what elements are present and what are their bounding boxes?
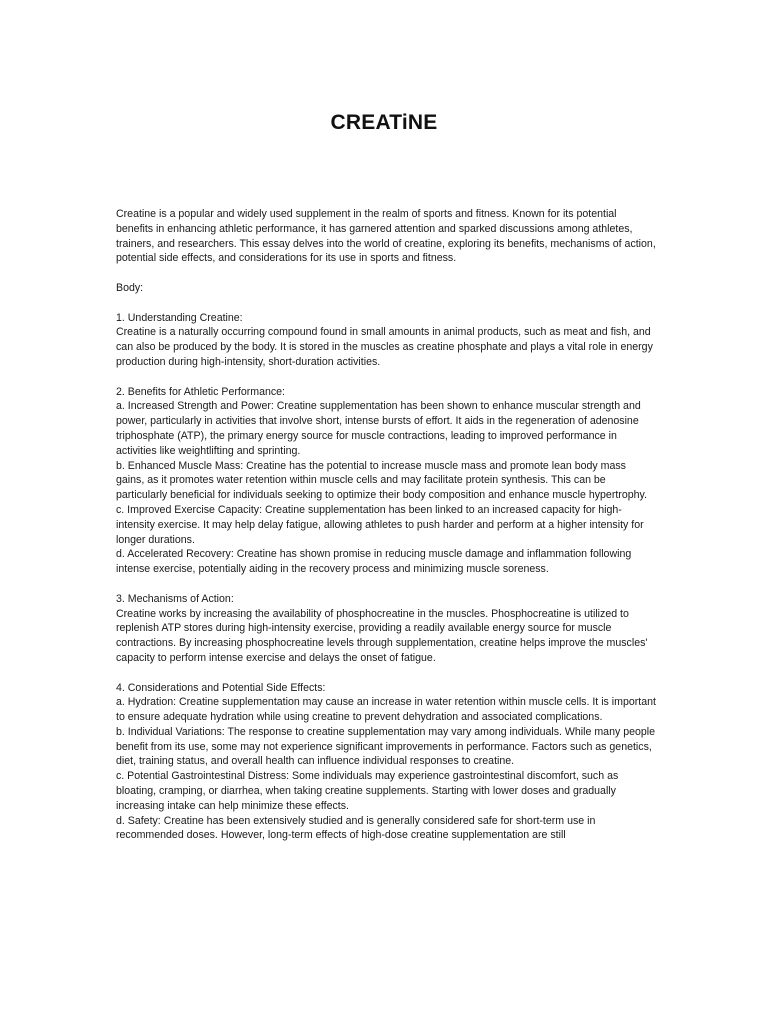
benefit-item-exercise-capacity: c. Improved Exercise Capacity: Creatine supplementation has been linked to an increased capacity for high-intensity exercise. It may help delay fatigue, allowing athletes to push harder and perform at a higher intensity for longer durations. (116, 503, 644, 546)
body-label: Body: (116, 281, 144, 294)
section-heading: 4. Considerations and Potential Side Effects: (116, 681, 326, 694)
document-title: CREATiNE (330, 111, 438, 134)
section-understanding (116, 311, 656, 370)
intro-paragraph: Creatine is a popular and widely used supplement in the realm of sports and fitness. Known for its potential benefits in enhancing athletic performance, it has garnered attention and sparked discussions among athletes, trainers, and researchers. This essay delves into the world of creatine, exploring its benefits, mechanisms of action, potential side effects, and considerations for its use in sports and fitness. (116, 208, 656, 265)
benefit-item-muscle-mass: b. Enhanced Muscle Mass: Creatine has the potential to increase muscle mass and promote lean body mass gains, as it promotes water retention within muscle cells and may facilitate protein synthesis. This can be particularly beneficial for individuals seeking to optimize their body composition and enhance muscle hypertrophy. (116, 459, 647, 502)
consideration-item-hydration: a. Hydration: Creatine supplementation may cause an increase in water retention within muscle cells. It is important to ensure adequate hydration while using creatine to prevent dehydration and associated complications. (116, 696, 656, 724)
section-heading: 2. Benefits for Athletic Performance: (116, 385, 285, 398)
section-text: Creatine is a naturally occurring compound found in small amounts in animal products, such as meat and fish, and can also be produced by the body. It is stored in the muscles as creatine phosphate and plays a vital role in energy production during high-intensity, short-duration activities. (116, 326, 653, 368)
section-considerations (116, 681, 656, 844)
consideration-item-individual-variations: b. Individual Variations: The response to creatine supplementation may vary among individuals. While many people benefit from its use, some may not experience significant improvements in performance. Factors such as genetics, diet, training status, and overall health can influence individual responses to creatine. (116, 725, 656, 768)
section-text: Creatine works by increasing the availability of phosphocreatine in the muscles. Phosphocreatine is utilized to replenish ATP stores during high-intensity exercise, providing a readily available energy source for muscle contractions. By increasing phosphocreatine levels through supplementation, creatine helps improve the muscles' capacity to perform intense exercise and delays the onset of fatigue. (116, 607, 648, 664)
section-heading: 3. Mechanisms of Action: (116, 592, 234, 605)
section-mechanisms (116, 592, 656, 666)
benefit-item-strength: a. Increased Strength and Power: Creatine supplementation has been shown to enhance muscular strength and power, particularly in activities that involve short, intense bursts of effort. It aids in the regeneration of adenosine triphosphate (ATP), the primary energy source for muscle contractions, leading to improved performance in activities like weightlifting and sprinting. (116, 400, 641, 457)
document-body (116, 207, 656, 858)
benefit-item-recovery: d. Accelerated Recovery: Creatine has shown promise in reducing muscle damage and inflammation following intense exercise, potentially aiding in the recovery process and minimizing muscle soreness. (116, 548, 632, 576)
section-heading: 1. Understanding Creatine: (116, 311, 243, 324)
section-benefits (116, 385, 656, 577)
consideration-item-safety: d. Safety: Creatine has been extensively studied and is generally considered safe for short-term use in recommended doses. However, long-term effects of high-dose creatine supplementation are still (116, 814, 596, 842)
consideration-item-gastrointestinal: c. Potential Gastrointestinal Distress: Some individuals may experience gastrointestinal discomfort, such as bloating, cramping, or diarrhea, when taking creatine supplements. Starting with lower doses and gradually increasing intake can help minimize these effects. (116, 770, 619, 812)
